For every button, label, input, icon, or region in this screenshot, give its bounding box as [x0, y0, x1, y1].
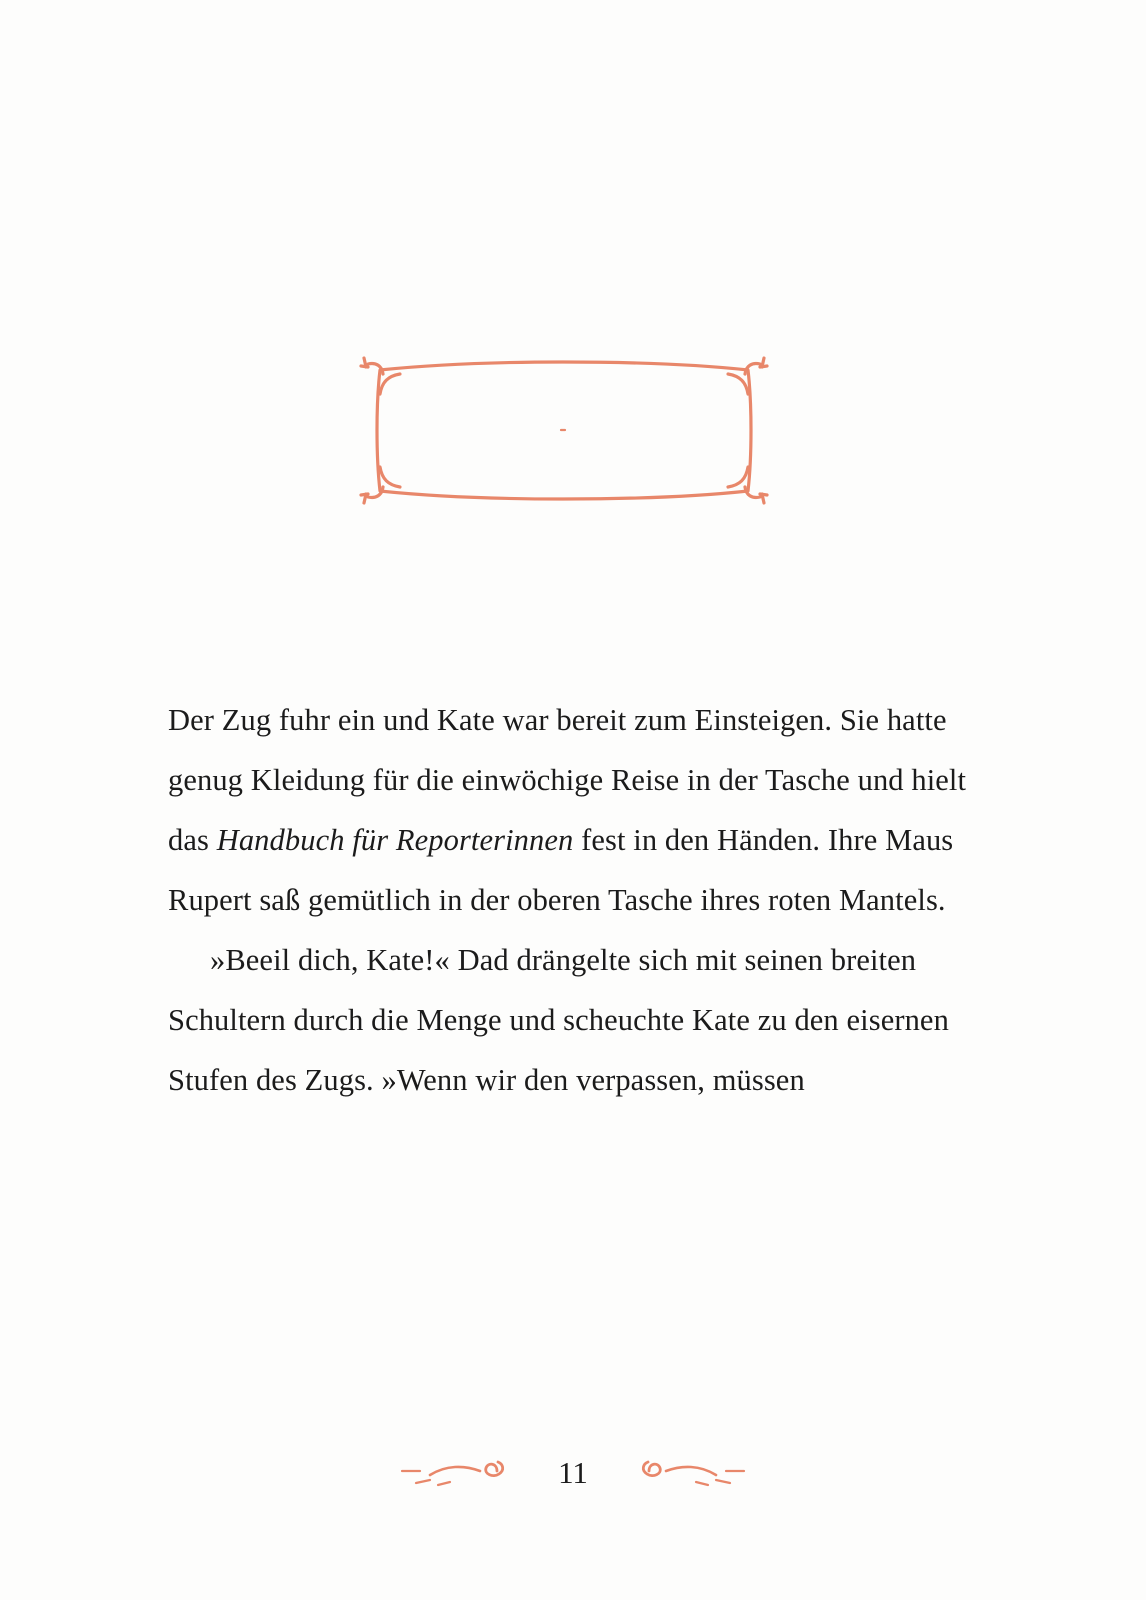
- page-footer: [0, 1438, 1146, 1508]
- paragraph-1-run-1: Der Zug fuhr ein und Kate war bereit zum Einsteigen. Sie hatte genug Kleidung für die einwöchige Reise in der Tasche und hielt das: [168, 703, 967, 857]
- paragraph-2-run-1: »Beeil dich, Kate!« Dad drängelte sich mit seinen breiten Schultern durch die Menge und scheuchte Kate zu den eisernen Stufen des Zugs. »Wenn wir den verpassen, müssen: [168, 943, 949, 1097]
- page-number: 11: [558, 1454, 588, 1490]
- paragraph-2: [168, 930, 968, 1110]
- body-text: [168, 690, 968, 1110]
- chapter-frame: [348, 344, 778, 516]
- paragraph-1-run-3: fest in den Händen. Ihre Maus Rupert saß gemütlich in der oberen Tasche ihres roten Mantels.: [168, 823, 954, 917]
- flourish-left-ornament: [394, 1451, 544, 1495]
- paragraph-1: [168, 690, 968, 930]
- book-title-italic: Handbuch für Reporterinnen: [216, 823, 574, 857]
- flourish-right-ornament: [602, 1451, 752, 1495]
